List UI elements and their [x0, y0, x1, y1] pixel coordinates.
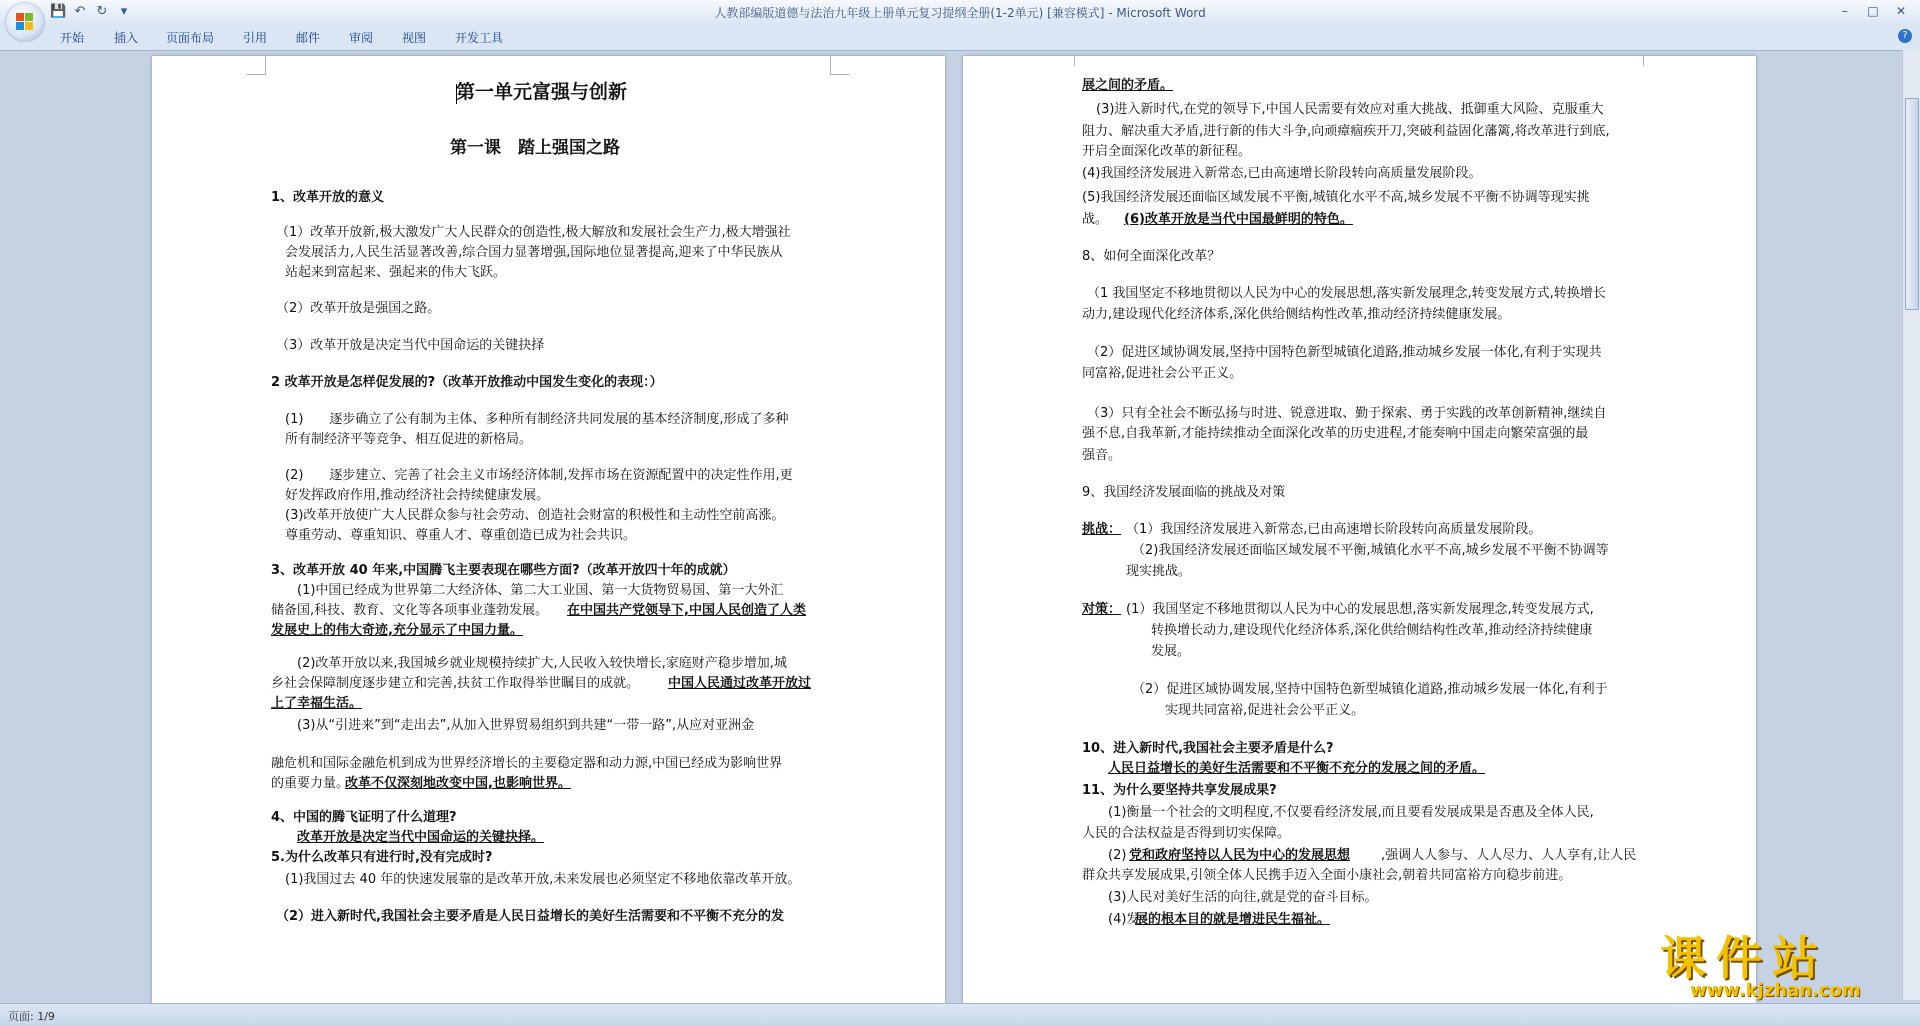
- document-page-2[interactable]: [963, 56, 1756, 1004]
- body-line: (1) 逐步确立了公有制为主体、多种所有制经济共同发展的基本经济制度,形成了多种: [285, 412, 789, 427]
- redo-icon[interactable]: ↻: [96, 4, 108, 19]
- body-line: （1）我国经济发展进入新常态,已由高速增长阶段转向高质量发展阶段。: [1126, 522, 1542, 537]
- section-heading: 4、中国的腾飞证明了什么道理?: [271, 810, 457, 825]
- undo-icon[interactable]: ↶: [74, 4, 86, 19]
- crop-mark: [1056, 56, 1075, 66]
- body-line: (1)我国过去 40 年的快速发展靠的是改革开放,未来发展也必须坚定不移地依靠改革开放。: [285, 872, 801, 887]
- section-heading: 1、改革开放的意义: [271, 190, 385, 205]
- watermark-title: 课件站: [1660, 931, 1828, 985]
- body-line: (5)我国经济发展还面临区域发展不平衡,城镇化水平不高,城乡发展不平衡不协调等现实挑: [1082, 190, 1590, 205]
- crop-mark: [247, 56, 266, 75]
- body-line: 尊重劳动、尊重知识、尊重人才、尊重创造已成为社会共识。: [285, 528, 637, 543]
- emphasis-text: 展的根本目的就是增进民生福祉。: [1135, 912, 1331, 927]
- body-line: 同富裕,促进社会公平正义。: [1082, 366, 1243, 381]
- emphasis-text: 人民日益增长的美好生活需要和不平衡不充分的发展之间的矛盾。: [1108, 761, 1486, 776]
- body-line: （3）只有全社会不断弘扬与时进、锐意进取、勤于探索、勇于实践的改革创新精神,继续自: [1087, 406, 1607, 421]
- watermark-url: www.kjzhan.com: [1690, 980, 1861, 1001]
- save-icon[interactable]: 💾: [50, 4, 67, 19]
- body-line: 现实挑战。: [1126, 564, 1192, 579]
- maximize-icon[interactable]: □: [1867, 4, 1879, 18]
- body-line: 强不息,自我革新,才能持续推动全面深化改革的历史进程,才能奏响中国走向繁荣富强的最: [1082, 426, 1589, 441]
- body-line: （3）改革开放是决定当代中国命运的关键抉择: [276, 338, 545, 353]
- body-line: 所有制经济平等竞争、相互促进的新格局。: [285, 432, 533, 447]
- body-line: 群众共享发展成果,引领全体人民携手迈入全面小康社会,朝着共同富裕方向稳步前进。: [1082, 868, 1572, 883]
- body-line: 储备国,科技、教育、文化等各项事业蓬勃发展。: [271, 603, 549, 618]
- emphasis-text: 党和政府坚持以人民为中心的发展思想: [1129, 848, 1351, 863]
- lesson-title: 第一课 踏上强国之路: [450, 138, 620, 158]
- crop-mark: [830, 56, 849, 75]
- body-line: (4)发: [1108, 912, 1140, 927]
- tab-review[interactable]: 审阅: [349, 31, 374, 45]
- body-line: 实现共同富裕,促进社会公平正义。: [1165, 703, 1365, 718]
- tab-page-layout[interactable]: 页面布局: [166, 31, 215, 45]
- body-line: (4)我国经济发展进入新常态,已由高速增长阶段转向高质量发展阶段。: [1082, 166, 1482, 181]
- body-line: (3)改革开放使广大人民群众参与社会劳动、创造社会财富的积极性和主动性空前高涨。: [285, 508, 785, 523]
- body-line: 开启全面深化改革的新征程。: [1082, 144, 1252, 159]
- body-line: 发展。: [1151, 644, 1191, 659]
- title-bar: [0, 0, 1920, 24]
- window-controls: [1832, 2, 1914, 20]
- page-title: 第一单元富强与创新: [456, 81, 628, 103]
- body-line: 转换增长动力,建设现代化经济体系,深化供给侧结构性改革,推动经济持续健康: [1151, 623, 1593, 638]
- body-line: （1 我国坚定不移地贯彻以人民为中心的发展思想,落实新发展理念,转变发展方式,转换增长: [1087, 286, 1606, 301]
- label-challenge: 挑战：: [1082, 522, 1122, 537]
- body-line: 的重要力量。: [271, 776, 350, 791]
- emphasis-text: 发展史上的伟大奇迹,充分显示了中国力量。: [271, 623, 523, 638]
- body-line: (3)从“引进来”到“走出去”,从加入世界贸易组织到共建“一带一路”,从应对亚洲金: [297, 718, 755, 733]
- body-line: 动力,建设现代化经济体系,深化供给侧结构性改革,推动经济持续健康发展。: [1082, 307, 1511, 322]
- document-page-1[interactable]: [152, 56, 945, 1004]
- body-line: 会发展活力,人民生活显著改善,综合国力显著增强,国际地位显著提高,迎来了中华民族从: [285, 245, 783, 260]
- crop-mark: [1643, 56, 1662, 66]
- tab-developer[interactable]: 开发工具: [455, 31, 504, 45]
- status-bar: [0, 1003, 1920, 1026]
- label-countermeasure: 对策：: [1082, 602, 1122, 617]
- scrollbar-thumb[interactable]: [1905, 98, 1919, 310]
- body-line: (1)中国已经成为世界第二大经济体、第二大工业国、第一大货物贸易国、第一大外汇: [297, 583, 784, 598]
- section-heading: 11、为什么要坚持共享发展成果?: [1082, 783, 1277, 798]
- emphasis-text: 展之间的矛盾。: [1082, 78, 1174, 93]
- body-line: (2)改革开放以来,我国城乡就业规模持续扩大,人民收入较快增长,家庭财产稳步增加,城: [297, 656, 787, 671]
- body-line: 人民的合法权益是否得到切实保障。: [1082, 826, 1291, 841]
- body-line: （2）改革开放是强国之路。: [276, 301, 441, 316]
- tab-references[interactable]: 引用: [243, 31, 268, 45]
- ribbon-tabs: [0, 24, 1920, 51]
- body-line: （2)我国经济发展还面临区域发展不平衡,城镇化水平不高,城乡发展不平衡不协调等: [1132, 543, 1609, 558]
- body-line: ,强调人人参与、人人尽力、人人享有,让人民: [1381, 848, 1637, 863]
- tab-view[interactable]: 视图: [402, 31, 427, 45]
- section-heading: 3、改革开放 40 年来,中国腾飞主要表现在哪些方面?（改革开放四十年的成就）: [271, 563, 736, 578]
- body-line: 融危机和国际金融危机到成为世界经济增长的主要稳定器和动力源,中国已经成为影响世界: [271, 756, 783, 771]
- customize-toolbar-icon[interactable]: ▾: [120, 4, 128, 19]
- close-icon[interactable]: ✕: [1895, 4, 1907, 18]
- body-line: 站起来到富起来、强起来的伟大飞跃。: [285, 265, 507, 280]
- body-line: 强音。: [1082, 448, 1122, 463]
- section-heading: 10、进入新时代,我国社会主要矛盾是什么?: [1082, 741, 1334, 756]
- vertical-scrollbar[interactable]: [1902, 50, 1920, 1000]
- watermark-logo: [1660, 922, 1910, 1002]
- body-line: (1）我国坚定不移地贯彻以人民为中心的发展思想,落实新发展理念,转变发展方式,: [1126, 602, 1594, 617]
- section-heading: 8、如何全面深化改革？: [1082, 249, 1221, 264]
- body-line: 乡社会保障制度逐步建立和完善,扶贫工作取得举世瞩目的成就。: [271, 676, 640, 691]
- body-line: (3)人民对美好生活的向往,就是党的奋斗目标。: [1108, 890, 1378, 905]
- emphasis-text: 上了幸福生活。: [271, 696, 363, 711]
- body-line: （2）进入新时代,我国社会主要矛盾是人民日益增长的美好生活需要和不平衡不充分的发: [276, 909, 784, 924]
- emphasis-text: (6)改革开放是当代中国最鲜明的特色。: [1124, 212, 1353, 227]
- section-heading: 2 改革开放是怎样促发展的?（改革开放推动中国发生变化的表现：）: [271, 375, 663, 390]
- window-title: 人教部编版道德与法治九年级上册单元复习提纲全册(1-2单元) [兼容模式] - Microsoft Word: [714, 6, 1206, 20]
- tab-home[interactable]: 开始: [60, 31, 85, 45]
- section-heading: 5.为什么改革只有进行时,没有完成时?: [271, 850, 493, 865]
- section-heading: 9、我国经济发展面临的挑战及对策: [1082, 485, 1286, 500]
- body-line: (2) 逐步建立、完善了社会主义市场经济体制,发挥市场在资源配置中的决定性作用,更: [285, 468, 793, 483]
- body-line: (1)衡量一个社会的文明程度,不仅要看经济发展,而且要看发展成果是否惠及全体人民,: [1108, 805, 1594, 820]
- minimize-icon[interactable]: –: [1842, 4, 1848, 18]
- tab-mailings[interactable]: 邮件: [296, 31, 321, 45]
- office-logo-icon: [16, 13, 34, 31]
- emphasis-text: 改革开放是决定当代中国命运的关键抉择。: [297, 830, 545, 845]
- body-line: 战。: [1082, 212, 1109, 227]
- body-line: (3)进入新时代,在党的领导下,中国人民需要有效应对重大挑战、抵御重大风险、克服重大: [1096, 102, 1604, 117]
- emphasis-text: 改革不仅深刻地改变中国,也影响世界。: [345, 776, 571, 791]
- emphasis-text: 在中国共产党领导下,中国人民创造了人类: [567, 603, 806, 618]
- page-counter[interactable]: 页面: 1/9: [8, 1010, 55, 1023]
- body-line: 阻力、解决重大矛盾,进行新的伟大斗争,向顽瘴痼疾开刀,突破利益固化藩篱,将改革进行到底,: [1082, 124, 1610, 139]
- tab-insert[interactable]: 插入: [114, 31, 139, 45]
- body-line: （2）促进区域协调发展,坚持中国特色新型城镇化道路,推动城乡发展一体化,有利于: [1132, 682, 1608, 697]
- emphasis-text: 中国人民通过改革开放过: [668, 676, 812, 691]
- help-icon[interactable]: ?: [1898, 29, 1912, 43]
- body-line: (2): [1108, 848, 1127, 863]
- body-line: 好发挥政府作用,推动经济社会持续健康发展。: [285, 488, 550, 503]
- body-line: （1）改革开放新,极大激发广大人民群众的创造性,极大解放和发展社会生产力,极大增强社: [276, 225, 791, 240]
- body-line: （2）促进区域协调发展,坚持中国特色新型城镇化道路,推动城乡发展一体化,有利于实现共: [1087, 345, 1602, 360]
- office-button[interactable]: [6, 3, 44, 41]
